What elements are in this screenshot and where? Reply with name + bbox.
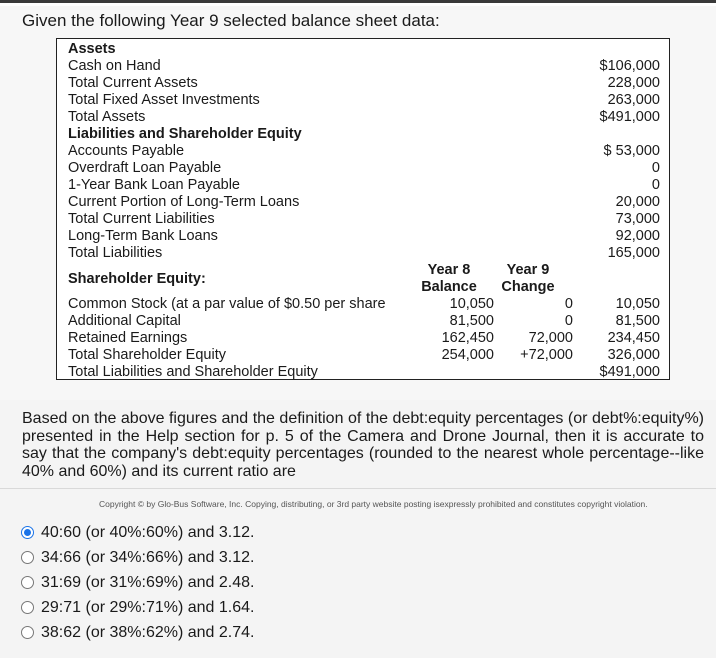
cash-label: Cash on Hand xyxy=(68,58,161,74)
tl-value: 165,000 xyxy=(607,245,660,261)
ltbl-label: Long-Term Bank Loans xyxy=(68,228,218,244)
answer-option-label[interactable]: 31:69 (or 31%:69%) and 2.48. xyxy=(41,573,255,591)
section-divider xyxy=(0,488,716,489)
answer-option-1[interactable] xyxy=(21,520,254,545)
liabilities-header: Liabilities and Shareholder Equity xyxy=(68,126,302,142)
year8-header-line1: Year 8 xyxy=(427,262,471,278)
retained-earnings-total: 234,450 xyxy=(607,330,660,346)
common-stock-label: Common Stock (at a par value of $0.50 per share xyxy=(68,296,386,312)
tcl-value: 73,000 xyxy=(615,211,660,227)
ap-label: Accounts Payable xyxy=(68,143,185,159)
year8-header-line2: Balance xyxy=(421,279,477,295)
answer-option-label[interactable]: 29:71 (or 29%:71%) and 1.64. xyxy=(41,598,255,616)
retained-earnings-change: 72,000 xyxy=(528,330,573,346)
cash-value: $106,000 xyxy=(599,58,660,74)
radio-selected-icon[interactable] xyxy=(21,526,34,539)
retained-earnings-label: Retained Earnings xyxy=(68,330,188,346)
assets-header: Assets xyxy=(68,41,116,57)
common-stock-y8: 10,050 xyxy=(449,296,494,312)
bank-loan-label: 1-Year Bank Loan Payable xyxy=(68,177,240,193)
cpltl-value: 20,000 xyxy=(615,194,660,210)
answer-options xyxy=(21,520,254,645)
year9-header-line1: Year 9 xyxy=(506,262,550,278)
tse-label: Total Shareholder Equity xyxy=(68,347,226,363)
answer-option-label[interactable]: 34:66 (or 34%:66%) and 3.12. xyxy=(41,548,255,566)
tca-label: Total Current Assets xyxy=(68,75,198,91)
additional-capital-total: 81,500 xyxy=(615,313,660,329)
radio-icon[interactable] xyxy=(21,551,34,564)
retained-earnings-y8: 162,450 xyxy=(441,330,494,346)
tl-label: Total Liabilities xyxy=(68,245,163,261)
radio-icon[interactable] xyxy=(21,601,34,614)
radio-icon[interactable] xyxy=(21,576,34,589)
tcl-label: Total Current Liabilities xyxy=(68,211,215,227)
tse-y8: 254,000 xyxy=(441,347,494,363)
overdraft-label: Overdraft Loan Payable xyxy=(68,160,222,176)
intro-text: Given the following Year 9 selected balance sheet data: xyxy=(22,11,440,30)
cpltl-label: Current Portion of Long-Term Loans xyxy=(68,194,300,210)
copyright-notice: Copyright © by Glo-Bus Software, Inc. Copying, distributing, or 3rd party website posting isexpressly prohibited and constitutes copyright violation. xyxy=(99,499,648,509)
answer-option-2[interactable] xyxy=(21,545,254,570)
year9-header-line2: Change xyxy=(501,279,555,295)
tse-total: 326,000 xyxy=(607,347,660,363)
tfai-label: Total Fixed Asset Investments xyxy=(68,92,260,108)
radio-icon[interactable] xyxy=(21,626,34,639)
question-text: Based on the above figures and the definition of the debt:equity percentages (or debt%:equity%) presented in the Help section for p. 5 of the Camera and Drone Journal, then it is accurate to say that the company's debt:equity percentages (rounded to the nearest whole percentage--like 40% and 60%) and its current ratio are xyxy=(22,410,704,480)
tse-change: +72,000 xyxy=(520,347,573,363)
tca-value: 228,000 xyxy=(607,75,660,91)
tlse-label: Total Liabilities and Shareholder Equity xyxy=(68,364,318,380)
tlse-total: $491,000 xyxy=(599,364,660,380)
answer-option-label[interactable]: 38:62 (or 38%:62%) and 2.74. xyxy=(41,623,255,641)
equity-header: Shareholder Equity: xyxy=(68,271,206,287)
overdraft-value: 0 xyxy=(651,160,660,176)
ltbl-value: 92,000 xyxy=(615,228,660,244)
common-stock-change: 0 xyxy=(564,296,573,312)
additional-capital-y8: 81,500 xyxy=(449,313,494,329)
answer-option-label[interactable]: 40:60 (or 40%:60%) and 3.12. xyxy=(41,523,255,541)
additional-capital-label: Additional Capital xyxy=(68,313,181,329)
ta-value: $491,000 xyxy=(599,109,660,125)
answer-option-3[interactable] xyxy=(21,570,254,595)
ap-value: $ 53,000 xyxy=(603,143,660,159)
tfai-value: 263,000 xyxy=(607,92,660,108)
additional-capital-change: 0 xyxy=(564,313,573,329)
answer-option-4[interactable] xyxy=(21,595,254,620)
bank-loan-value: 0 xyxy=(651,177,660,193)
common-stock-total: 10,050 xyxy=(615,296,660,312)
answer-option-5[interactable] xyxy=(21,620,254,645)
balance-sheet-table xyxy=(56,38,670,380)
ta-label: Total Assets xyxy=(68,109,146,125)
